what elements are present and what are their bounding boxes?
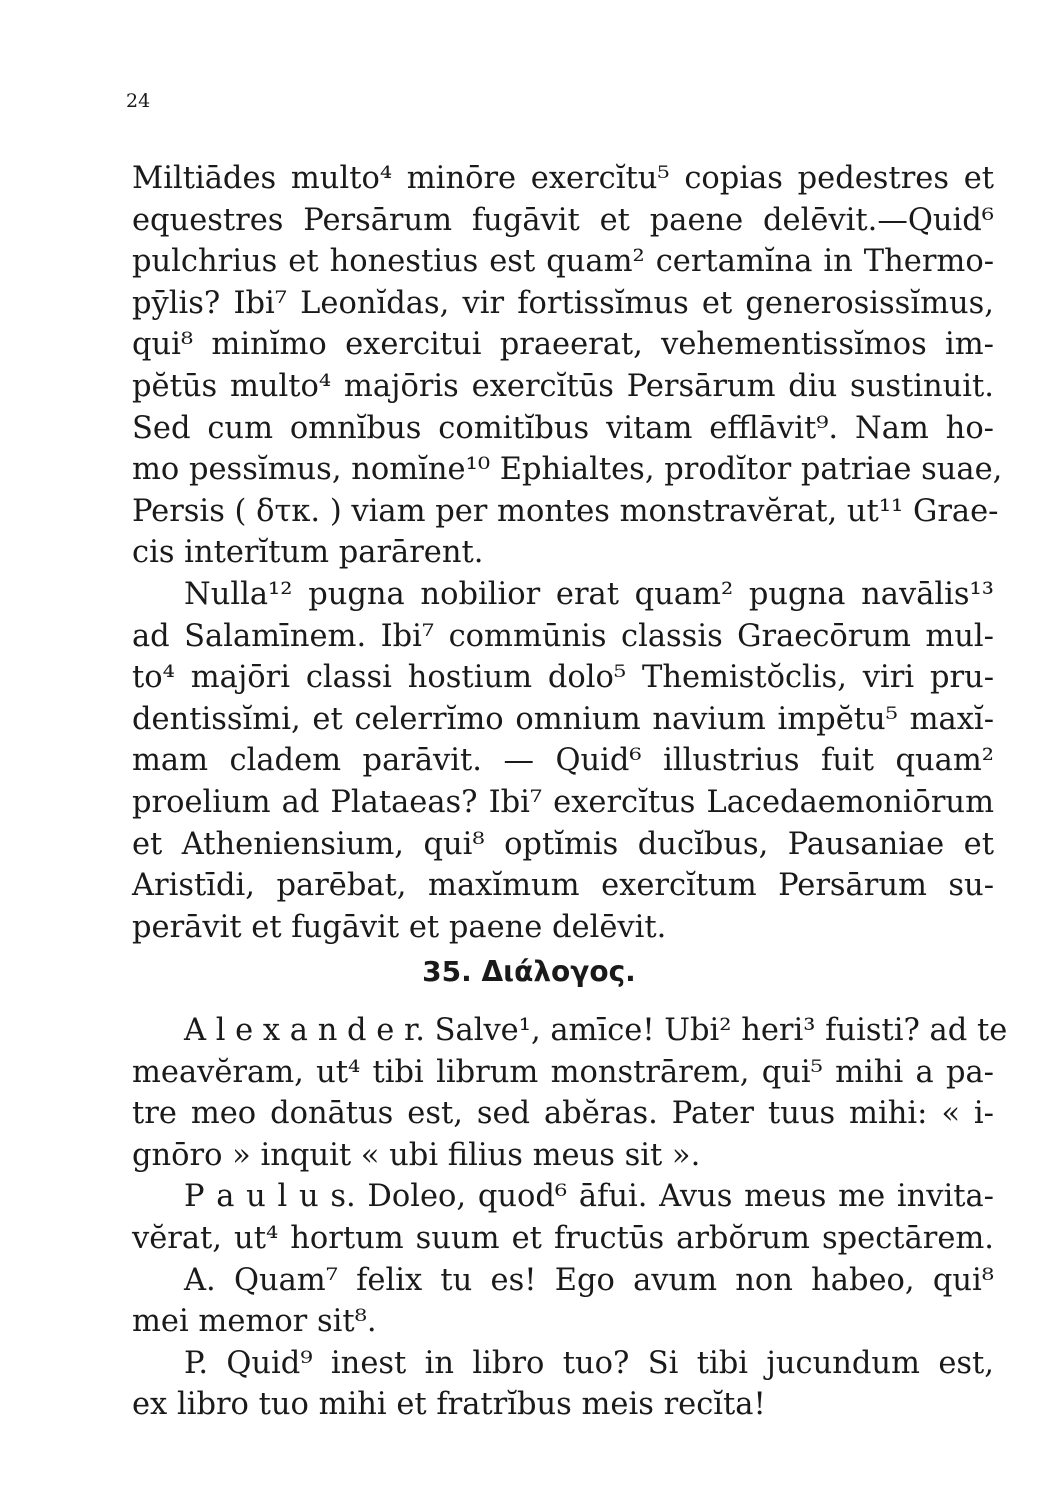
text-line: pĕtūs multo⁴ majōris exercĭtūs Persārum diu sustinuit. (132, 368, 994, 404)
text-line: Nulla¹² pugna nobilior erat quam² pugna navālis¹³ (184, 577, 994, 612)
text-line: ex libro tuo mihi et fratrĭbus meis recĭta! (132, 1387, 766, 1423)
text-line: pulchrius et honestius est quam² certamĭna in Thermo- (132, 244, 994, 280)
text-line: dentissĭmi, et celerrĭmo omnium navium impĕtu⁵ maxĭ- (132, 701, 994, 737)
text-line: P a u l u s. Doleo, quod⁶ āfui. Avus meus me invita- (184, 1179, 994, 1215)
text-line: to⁴ majōri classi hostium dolo⁵ Themistŏclis, viri pru- (132, 660, 994, 696)
dialogue-turn-paulus (132, 1176, 994, 1259)
text-line: perāvit et fugāvit et paene delēvit. (132, 909, 667, 945)
paragraph-salamis (132, 574, 994, 948)
text-line: Sed cum omnĭbus comitĭbus vitam efflāvit⁹. Nam ho- (132, 410, 994, 446)
text-line: vĕrat, ut⁴ hortum suum et fructūs arbŏrum spectārem. (132, 1220, 994, 1256)
section-heading: 35. Διάλογος. (422, 955, 636, 988)
text-line: Persis ( δτκ. ) viam per montes monstravĕrat, ut¹¹ Grae- (132, 493, 999, 529)
dialogue-turn-alexander-2 (132, 1260, 994, 1343)
text-line: ad Salamīnem. Ibi⁷ commūnis classis Graecōrum mul- (132, 618, 994, 654)
text-line: gnōro » inquit « ubi filius meus sit ». (132, 1137, 701, 1173)
text-line: equestres Persārum fugāvit et paene delēvit.—Quid⁶ (132, 202, 994, 238)
text-line: Aristīdi, parēbat, maxĭmum exercĭtum Persārum su- (132, 868, 994, 904)
page-number: 24 (126, 90, 151, 112)
text-line: cis interĭtum parārent. (132, 535, 484, 571)
dialogue-turn-paulus-2 (132, 1343, 994, 1426)
text-line: mo pessĭmus, nomĭne¹⁰ Ephialtes, prodĭtor patriae suae, (132, 452, 1003, 488)
dialogue-turn-alexander (132, 1010, 1008, 1176)
text-line: pȳlis? Ibi⁷ Leonĭdas, vir fortissĭmus et generosissĭmus, (132, 285, 994, 321)
text-line: proelium ad Plataeas? Ibi⁷ exercĭtus Lacedaemoniōrum (132, 784, 994, 820)
text-line: tre meo donātus est, sed abĕras. Pater tuus mihi: « i- (132, 1096, 994, 1132)
text-line: A. Quam⁷ felix tu es! Ego avum non habeo, qui⁸ (184, 1262, 994, 1298)
text-line: mam cladem parāvit. — Quid⁶ illustrius fuit quam² (132, 743, 994, 779)
text-line: A l e x a n d e r. Salve¹, amīce! Ubi² heri³ fuisti? ad te (184, 1013, 1008, 1048)
text-line: qui⁸ minĭmo exercitui praeerat, vehementissĭmos im- (132, 327, 994, 363)
paragraph-miltiades (132, 158, 1003, 574)
text-line: meavĕram, ut⁴ tibi librum monstrārem, qui⁵ mihi a pa- (132, 1054, 994, 1090)
text-line: et Atheniensium, qui⁸ optĭmis ducĭbus, Pausaniae et (132, 826, 994, 862)
dialogue (132, 1010, 1008, 1426)
text-line: Miltiādes multo⁴ minōre exercĭtu⁵ copias pedestres et (132, 161, 994, 196)
text-line: P. Quid⁹ inest in libro tuo? Si tibi jucundum est, (184, 1345, 994, 1381)
text-line: mei memor sit⁸. (132, 1304, 377, 1340)
